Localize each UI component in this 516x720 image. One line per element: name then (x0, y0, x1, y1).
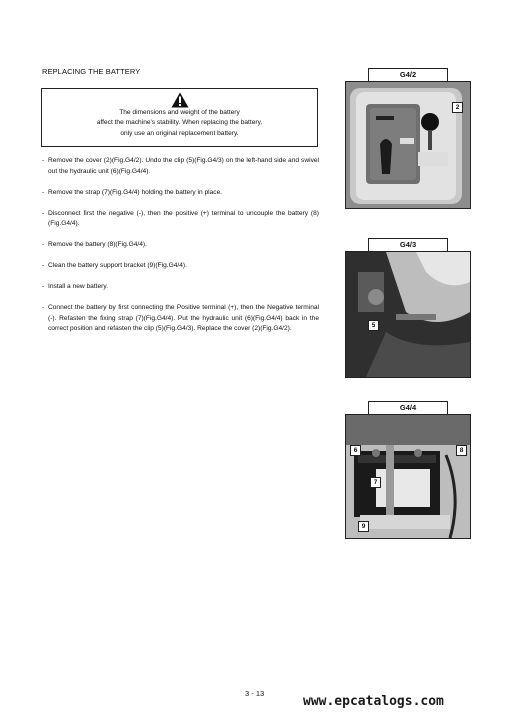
figure-g4-3 (345, 238, 471, 378)
step-bullet: - (42, 188, 45, 196)
step-text: Disconnect first the negative (-), then the positive (+) terminal to uncouple the battery (8)(Fig.G4/4). (48, 209, 319, 227)
instruction-step (42, 261, 319, 272)
callout-7: 7 (370, 477, 381, 488)
callout-9: 9 (358, 521, 369, 532)
instruction-list (42, 156, 319, 345)
step-bullet: - (42, 283, 45, 290)
instruction-step (42, 240, 319, 251)
figure-label: G4/2 (368, 68, 448, 81)
section-heading: REPLACING THE BATTERY (42, 67, 141, 76)
callout-2: 2 (452, 102, 463, 113)
figure-photo (345, 81, 471, 209)
battery-illustration (346, 415, 470, 538)
instruction-step (42, 303, 319, 335)
instruction-step (42, 156, 319, 177)
instruction-step (42, 188, 319, 199)
step-text: Connect the battery by first connecting the Positive terminal (+), then the Negative terminal (-). Refasten the fixing strap (7)(Fig.G4/4). Put the hydraulic unit (6)(Fig.G4/4) back in the correct position and refasten the clip (5)(Fig.G4/3). Replace the cover (2)(Fig.G4/2). (48, 304, 319, 332)
hydraulic-clip-illustration (346, 252, 470, 377)
step-bullet: - (42, 209, 45, 217)
step-text: Remove the battery (8)(Fig.G4/4). (48, 241, 147, 248)
callout-6: 6 (350, 445, 361, 456)
warning-triangle-icon (171, 92, 189, 108)
step-bullet: - (42, 304, 45, 311)
step-text: Remove the cover (2)(Fig.G4/2). Undo the clip (5)(Fig.G4/3) on the left-hand side and swivel out the hydraulic unit (6)(Fig.G4/4). (48, 157, 319, 175)
step-text: Remove the strap (7)(Fig.G4/4) holding the battery in place. (48, 188, 223, 196)
page-number: 3 - 13 (245, 689, 265, 698)
watermark: www.epcatalogs.com (303, 694, 444, 709)
figure-photo (345, 251, 471, 378)
control-panel-illustration (346, 82, 470, 208)
figure-photo (345, 414, 471, 539)
callout-5: 5 (368, 320, 379, 331)
warning-line: The dimensions and weight of the battery (119, 109, 240, 116)
figure-label: G4/3 (368, 238, 448, 251)
step-bullet: - (42, 262, 45, 269)
figure-g4-2 (345, 68, 471, 209)
figure-label: G4/4 (368, 401, 448, 414)
instruction-step (42, 209, 319, 230)
step-text: Install a new battery. (48, 283, 108, 290)
instruction-step (42, 282, 319, 293)
step-text: Clean the battery support bracket (9)(Fig.G4/4). (48, 262, 187, 269)
warning-box (41, 88, 318, 147)
step-bullet: - (42, 241, 45, 248)
figure-g4-4 (345, 401, 471, 539)
step-bullet: - (42, 157, 45, 164)
warning-line: only use an original replacement battery. (120, 129, 239, 137)
warning-line: affect the machine's stability. When replacing the battery, (96, 119, 263, 127)
callout-8: 8 (456, 445, 467, 456)
